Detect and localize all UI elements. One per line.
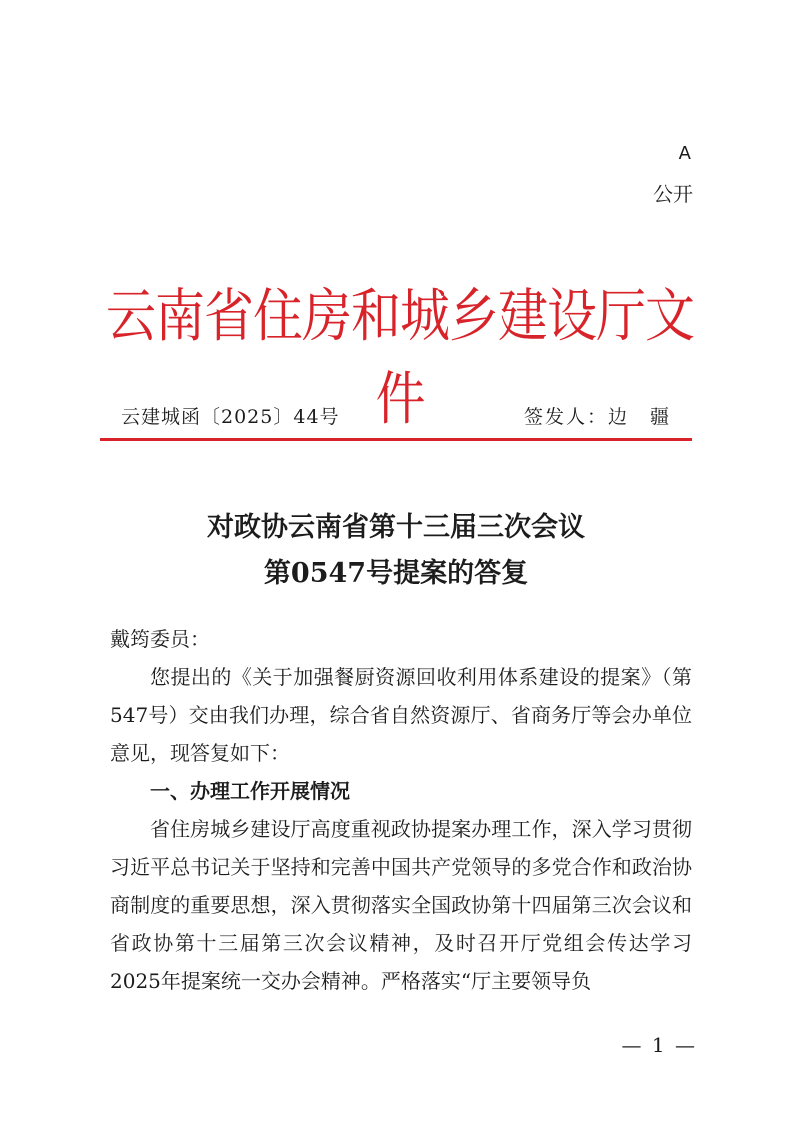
document-number: 云建城函〔2025〕44号 xyxy=(121,406,340,428)
red-separator-line xyxy=(100,438,692,441)
document-title-line-1: 对政协云南省第十三届三次会议 xyxy=(207,512,585,543)
classification-mark: A xyxy=(678,143,691,164)
document-body xyxy=(110,620,692,1000)
section-heading: 一、办理工作开展情况 xyxy=(150,779,350,803)
body-paragraph: 省住房城乡建设厅高度重视政协提案办理工作，深入学习贯彻习近平总书记关于坚持和完善中国共产党领导的多党合作和政治协商制度的重要思想，深入贯彻落实全国政协第十四届第三次会议和省政协第十三届第三次会议精神，及时召开厅党组会传达学习2025年提案统一交办会精神。严格落实“厅主要领导负 xyxy=(110,817,692,993)
disclosure-mark: 公开 xyxy=(653,182,693,206)
issuer-header-title: 云南省住房和城乡建设厅文件 xyxy=(106,282,694,433)
salutation: 戴筠委员： xyxy=(110,627,210,651)
document-title xyxy=(100,505,692,597)
document-title-line-2: 第0547号提案的答复 xyxy=(263,558,529,589)
body-paragraph: 您提出的《关于加强餐厨资源回收利用体系建设的提案》（第547号）交由我们办理，综合省自然资源厅、省商务厅等会办单位意见，现答复如下： xyxy=(110,665,692,765)
signer: 签发人：边 疆 xyxy=(524,406,672,428)
page-number: — 1 — xyxy=(621,1033,697,1057)
